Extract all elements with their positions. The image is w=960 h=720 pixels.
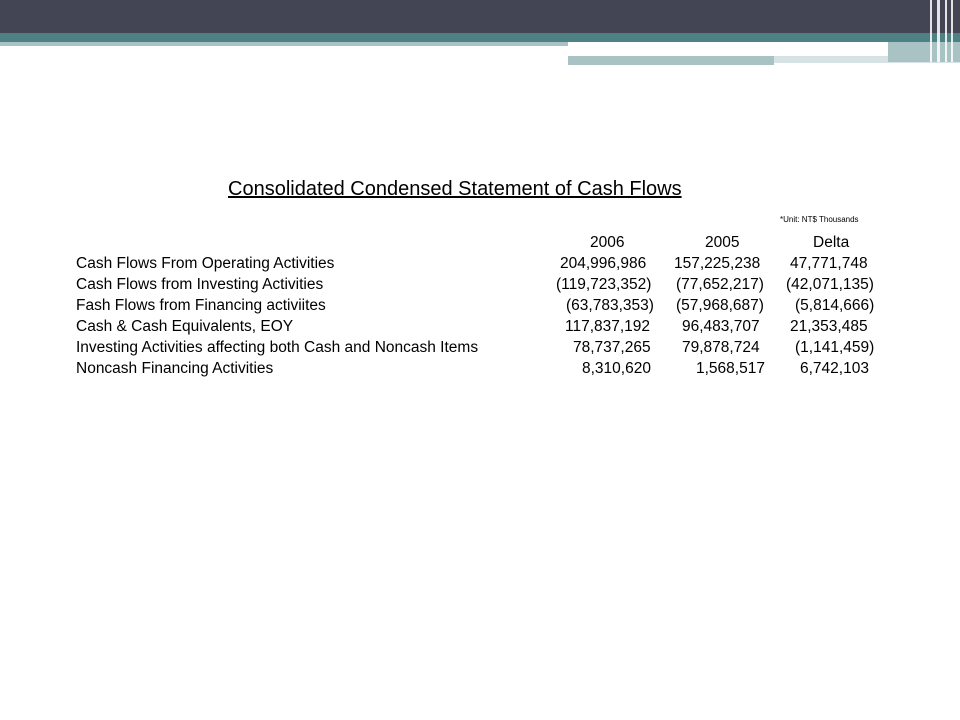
row-label: Cash & Cash Equivalents, EOY: [76, 318, 294, 335]
row-label: Investing Activities affecting both Cash and Noncash Items: [76, 339, 479, 356]
cell-2005: 79,878,724: [682, 339, 760, 356]
cell-delta: 21,353,485: [790, 318, 868, 335]
header-band-dark: [0, 0, 960, 33]
cell-delta: 6,742,103: [800, 360, 869, 377]
cell-2006: (119,723,352): [556, 276, 652, 293]
row-label: Fash Flows from Financing activiites: [76, 297, 326, 314]
table-title: Consolidated Condensed Statement of Cash Flows: [228, 178, 682, 200]
cell-2006: 8,310,620: [582, 360, 651, 377]
cell-delta: 47,771,748: [790, 255, 868, 272]
cell-2005: 1,568,517: [696, 360, 765, 377]
header-band-line: [568, 51, 888, 53]
cell-2006: 204,996,986: [560, 255, 647, 272]
row-label: Noncash Financing Activities: [76, 360, 274, 377]
header-band-teal: [0, 33, 960, 42]
header-2005: 2005: [705, 234, 740, 251]
header-2006: 2006: [590, 234, 625, 251]
cell-2005: (77,652,217): [676, 276, 764, 293]
unit-note: *Unit: NT$ Thousands: [780, 215, 859, 224]
cell-2005: (57,968,687): [676, 297, 764, 314]
header-stripe: [937, 0, 940, 62]
cell-delta: (5,814,666): [795, 297, 875, 314]
row-label: Cash Flows From Operating Activities: [76, 255, 335, 272]
cell-2006: 78,737,265: [573, 339, 651, 356]
cell-delta: (1,141,459): [795, 339, 875, 356]
row-label: Cash Flows from Investing Activities: [76, 276, 324, 293]
header-band-light-right: [568, 56, 774, 65]
header-stripe: [930, 0, 932, 62]
cell-2005: 96,483,707: [682, 318, 760, 335]
header-stripe: [951, 0, 953, 62]
header-band-corner: [888, 42, 960, 62]
header-delta: Delta: [813, 234, 850, 251]
cell-2006: 117,837,192: [565, 318, 651, 335]
header-stripe: [945, 0, 947, 62]
cell-2006: (63,783,353): [566, 297, 654, 314]
cell-delta: (42,071,135): [786, 276, 874, 293]
header-band-light: [0, 42, 568, 46]
cell-2005: 157,225,238: [674, 255, 761, 272]
